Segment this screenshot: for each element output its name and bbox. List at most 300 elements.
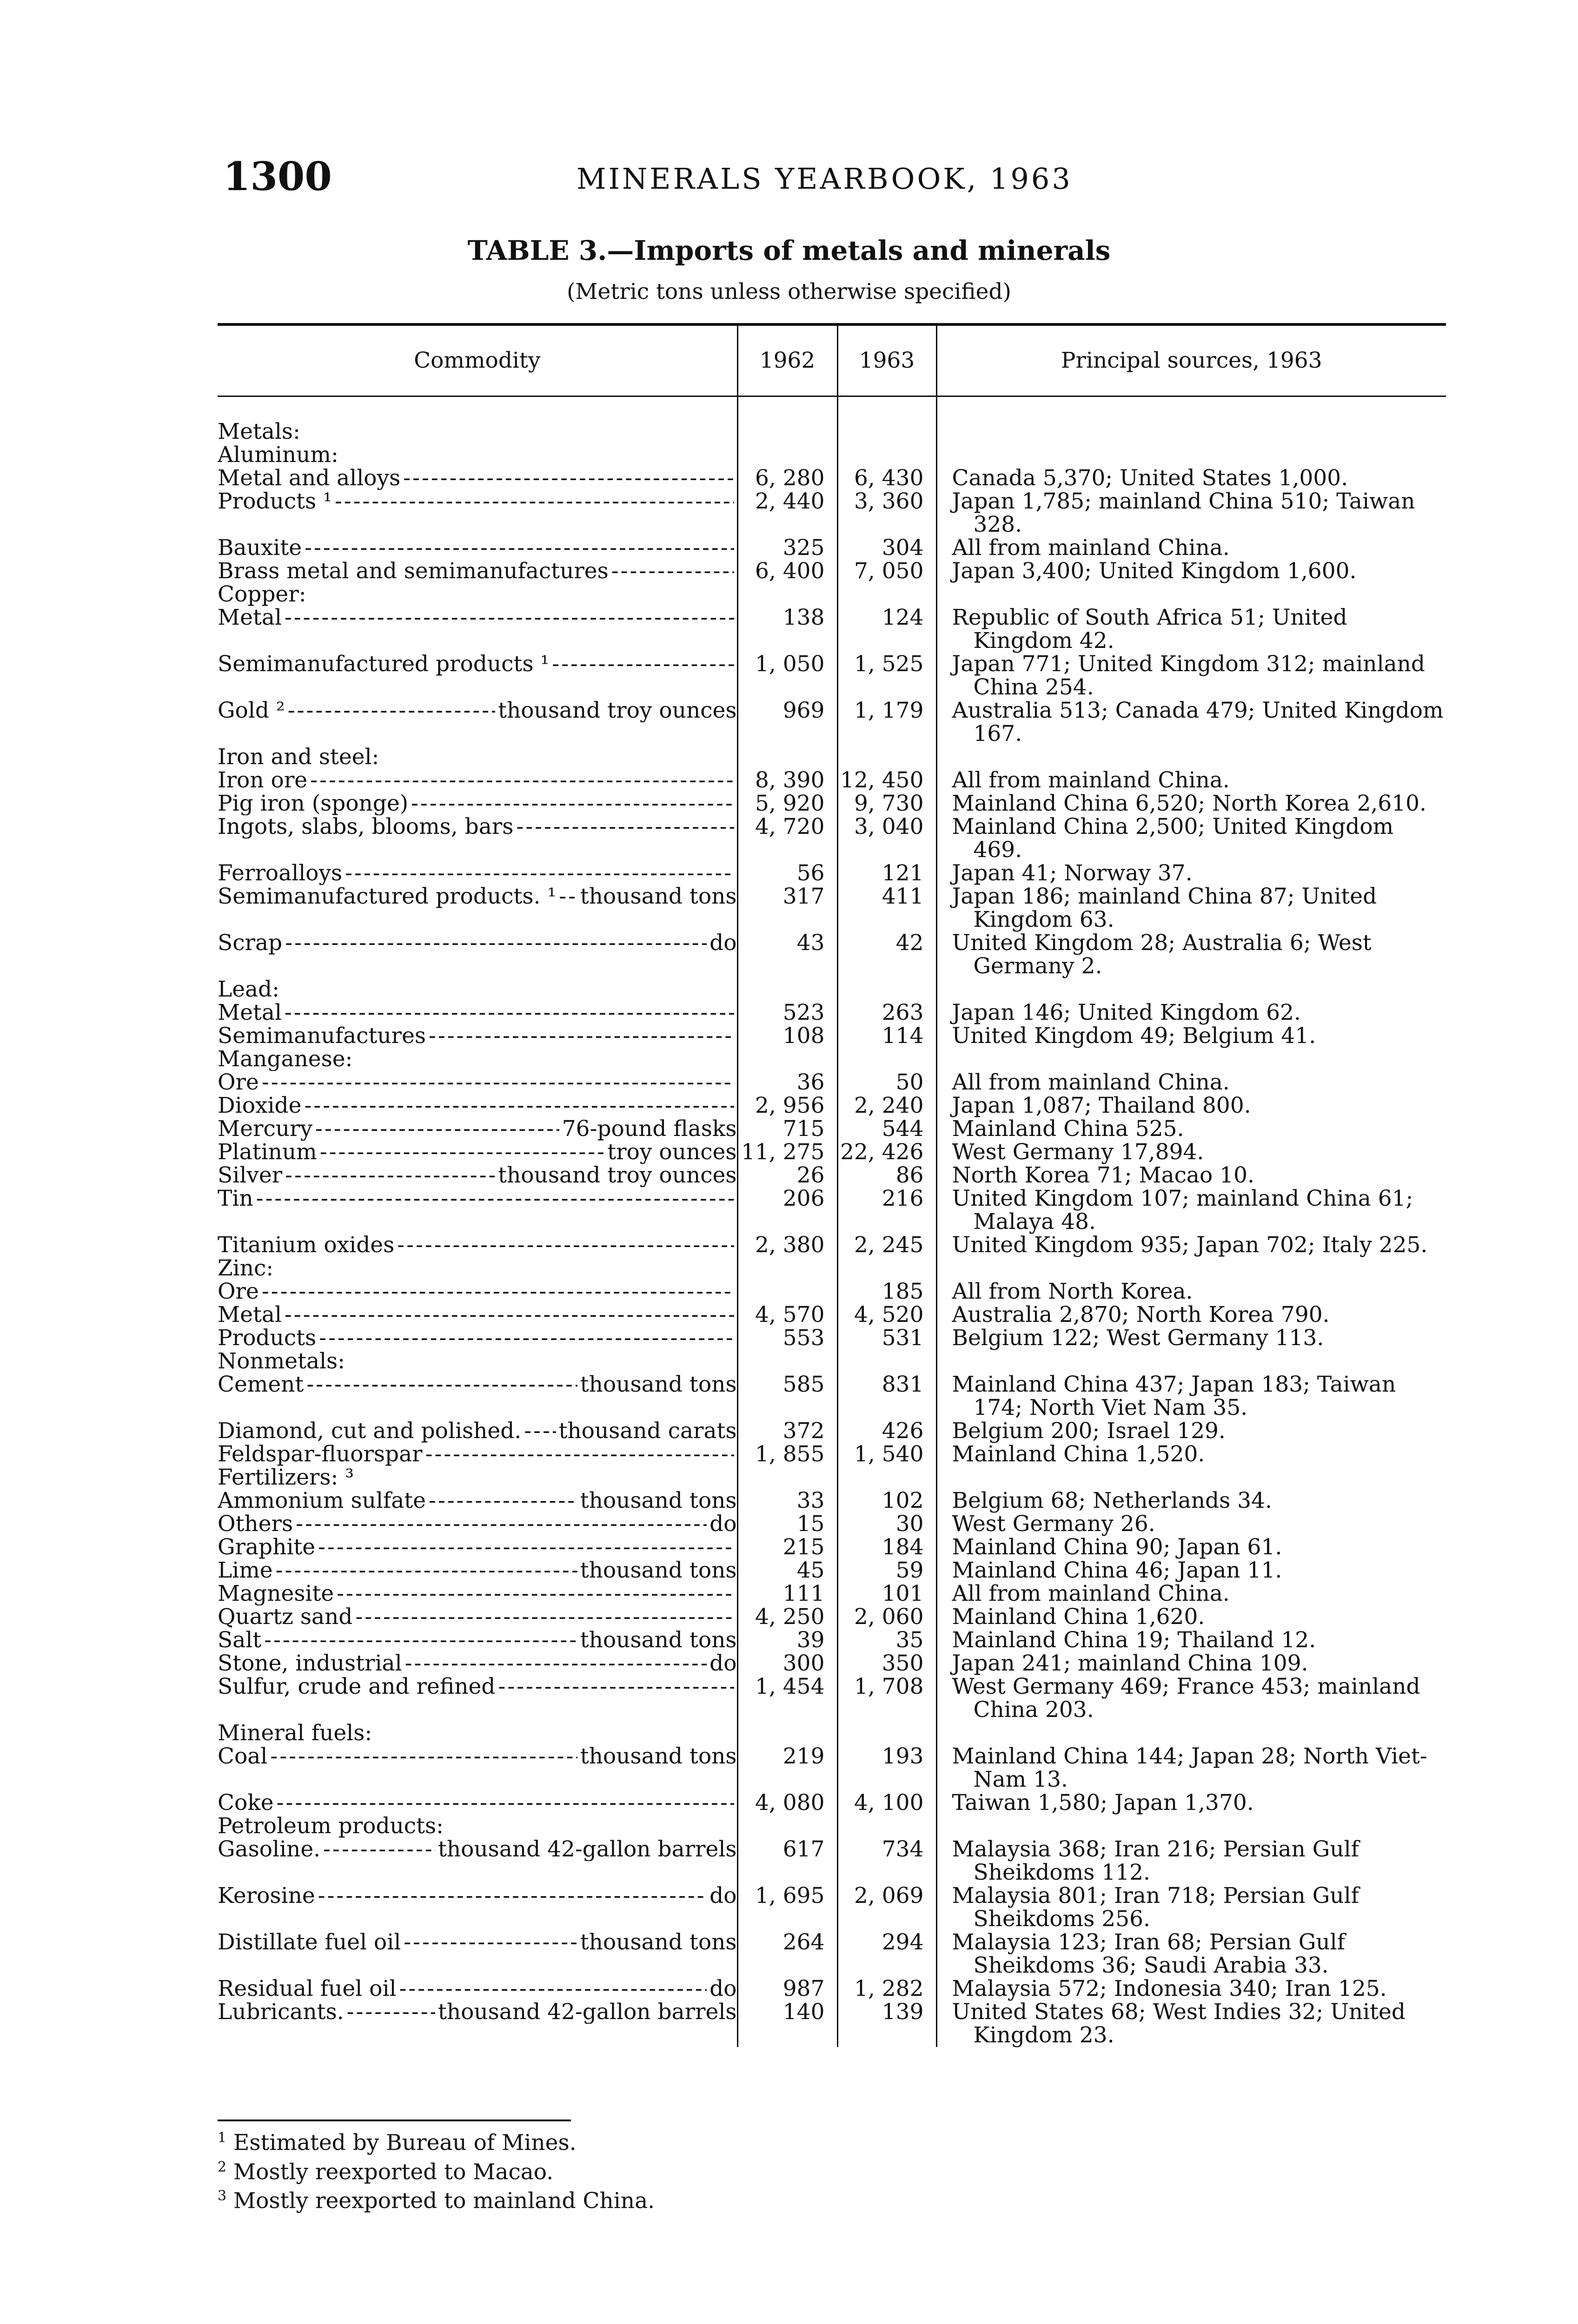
commodity-name: Brass metal and semimanufactures bbox=[218, 560, 609, 583]
commodity-name: Products bbox=[218, 1327, 317, 1350]
table-row bbox=[218, 1164, 1446, 1187]
dot-leader bbox=[305, 536, 734, 560]
footnote-text: Estimated by Bureau of Mines. bbox=[233, 2130, 577, 2156]
commodity-cell bbox=[218, 1722, 737, 1745]
commodity-cell bbox=[218, 931, 737, 978]
footnote bbox=[218, 2155, 655, 2185]
value-1962: 1, 454 bbox=[737, 1675, 837, 1722]
value-1962: 4, 250 bbox=[737, 1605, 837, 1629]
commodity-name: Pig iron (sponge) bbox=[218, 792, 409, 815]
commodity-name: Aluminum: bbox=[218, 443, 338, 467]
unit-label: thousand tons bbox=[580, 1559, 737, 1582]
value-1963: 12, 450 bbox=[837, 769, 936, 792]
table-row bbox=[218, 490, 1446, 536]
table-row bbox=[218, 1629, 1446, 1652]
table-row bbox=[218, 1443, 1446, 1466]
sources-text: Mainland China 525. bbox=[952, 1116, 1184, 1142]
value-1963: 2, 245 bbox=[837, 1234, 936, 1257]
dot-leader bbox=[611, 560, 734, 583]
commodity-label bbox=[218, 699, 737, 722]
value-1963: 193 bbox=[837, 1745, 936, 1791]
dot-leader bbox=[264, 1629, 577, 1652]
commodity-cell bbox=[218, 1582, 737, 1605]
dot-leader bbox=[270, 1745, 577, 1768]
value-1962: 4, 080 bbox=[737, 1791, 837, 1815]
commodity-cell bbox=[218, 2000, 737, 2047]
spacer-cell bbox=[218, 396, 737, 421]
footnote bbox=[218, 2184, 655, 2213]
sources-cell bbox=[936, 1117, 1446, 1141]
sources-cell bbox=[936, 1141, 1446, 1164]
commodity-name: Diamond, cut and polished. bbox=[218, 1419, 522, 1443]
value-1962 bbox=[737, 1257, 837, 1280]
value-1962: 1, 050 bbox=[737, 653, 837, 699]
dot-leader bbox=[262, 1280, 734, 1303]
table-row bbox=[218, 769, 1446, 792]
commodity-label bbox=[218, 815, 737, 838]
sources-text: Belgium 68; Netherlands 34. bbox=[952, 1488, 1272, 1513]
value-1962: 36 bbox=[737, 1071, 837, 1094]
dot-leader bbox=[337, 1582, 734, 1605]
commodity-cell bbox=[218, 1327, 737, 1350]
dot-leader bbox=[285, 1303, 734, 1327]
commodity-cell bbox=[218, 1559, 737, 1582]
sources-cell bbox=[936, 1466, 1446, 1489]
table-row bbox=[218, 746, 1446, 769]
commodity-cell bbox=[218, 1536, 737, 1559]
commodity-label bbox=[218, 1582, 737, 1605]
value-1963: 1, 282 bbox=[837, 1977, 936, 2000]
commodity-label bbox=[218, 1187, 737, 1210]
value-1962 bbox=[737, 1815, 837, 1838]
sources-cell bbox=[936, 1652, 1446, 1675]
table-row bbox=[218, 1117, 1446, 1141]
value-1962: 617 bbox=[737, 1838, 837, 1884]
unit-label: thousand tons bbox=[580, 885, 737, 908]
commodity-cell bbox=[218, 862, 737, 885]
commodity-label bbox=[218, 2000, 737, 2024]
sources-cell bbox=[936, 1187, 1446, 1234]
sources-text: West Germany 469; France 453; mainland China 203. bbox=[952, 1674, 1420, 1723]
spacer-cell bbox=[737, 396, 837, 421]
value-1963: 50 bbox=[837, 1071, 936, 1094]
commodity-cell bbox=[218, 653, 737, 699]
commodity-label bbox=[218, 1024, 737, 1048]
commodity-cell bbox=[218, 1884, 737, 1931]
commodity-label bbox=[218, 1722, 737, 1745]
sources-text: United Kingdom 28; Australia 6; West Germany 2. bbox=[952, 930, 1372, 979]
commodity-name: Metal bbox=[218, 1001, 282, 1024]
table-row bbox=[218, 1303, 1446, 1327]
sources-cell bbox=[936, 1931, 1446, 1977]
value-1962 bbox=[737, 583, 837, 606]
table-row bbox=[218, 978, 1446, 1001]
sources-text: Japan 241; mainland China 109. bbox=[952, 1651, 1308, 1676]
table-row bbox=[218, 1931, 1446, 1977]
commodity-label bbox=[218, 490, 737, 513]
commodity-label bbox=[218, 606, 737, 629]
table-row bbox=[218, 443, 1446, 467]
value-1962: 325 bbox=[737, 536, 837, 560]
table-row bbox=[218, 1419, 1446, 1443]
unit-label: thousand tons bbox=[580, 1745, 737, 1768]
value-1963: 35 bbox=[837, 1629, 936, 1652]
value-1962: 56 bbox=[737, 862, 837, 885]
dot-leader bbox=[403, 467, 734, 490]
commodity-name: Gold ² bbox=[218, 699, 285, 722]
value-1962: 1, 695 bbox=[737, 1884, 837, 1931]
value-1962: 111 bbox=[737, 1582, 837, 1605]
sources-cell bbox=[936, 769, 1446, 792]
sources-text: Mainland China 6,520; North Korea 2,610. bbox=[952, 791, 1426, 816]
sources-cell bbox=[936, 1512, 1446, 1536]
sources-cell bbox=[936, 1815, 1446, 1838]
commodity-name: Bauxite bbox=[218, 536, 302, 560]
col-header-1963: 1963 bbox=[837, 324, 936, 396]
commodity-name: Metal bbox=[218, 606, 282, 629]
commodity-cell bbox=[218, 1605, 737, 1629]
commodity-label bbox=[218, 1419, 737, 1443]
table-row bbox=[218, 467, 1446, 490]
value-1962: 43 bbox=[737, 931, 837, 978]
commodity-name: Metals: bbox=[218, 420, 300, 443]
value-1962: 585 bbox=[737, 1373, 837, 1419]
value-1963: 3, 040 bbox=[837, 815, 936, 862]
commodity-cell bbox=[218, 1350, 737, 1373]
value-1962: 300 bbox=[737, 1652, 837, 1675]
value-1963: 1, 708 bbox=[837, 1675, 936, 1722]
unit-label: do bbox=[709, 1512, 737, 1536]
commodity-cell bbox=[218, 583, 737, 606]
spacer-cell bbox=[837, 396, 936, 421]
sources-cell bbox=[936, 1443, 1446, 1466]
sources-cell bbox=[936, 467, 1446, 490]
commodity-name: Scrap bbox=[218, 931, 283, 955]
commodity-cell bbox=[218, 1629, 737, 1652]
commodity-cell bbox=[218, 1001, 737, 1024]
sources-text: Malaysia 368; Iran 216; Persian Gulf Sheikdoms 112. bbox=[952, 1836, 1359, 1885]
sources-cell bbox=[936, 1373, 1446, 1419]
value-1962: 206 bbox=[737, 1187, 837, 1234]
commodity-name: Cement bbox=[218, 1373, 304, 1396]
dot-leader bbox=[320, 1141, 605, 1164]
commodity-label bbox=[218, 1512, 737, 1536]
sources-text: Mainland China 1,620. bbox=[952, 1604, 1205, 1630]
table-row bbox=[218, 1071, 1446, 1094]
unit-label: thousand 42-gallon barrels bbox=[438, 1838, 737, 1861]
table-row bbox=[218, 420, 1446, 443]
commodity-cell bbox=[218, 1117, 737, 1141]
commodity-name: Iron ore bbox=[218, 769, 308, 792]
commodity-name: Graphite bbox=[218, 1536, 316, 1559]
table-row bbox=[218, 1512, 1446, 1536]
value-1962: 215 bbox=[737, 1536, 837, 1559]
sources-cell bbox=[936, 583, 1446, 606]
commodity-name: Ferroalloys bbox=[218, 862, 343, 885]
sources-cell bbox=[936, 1048, 1446, 1071]
table-header-row bbox=[218, 324, 1446, 396]
dot-leader bbox=[285, 931, 707, 955]
value-1962: 6, 280 bbox=[737, 467, 837, 490]
commodity-cell bbox=[218, 769, 737, 792]
table-row bbox=[218, 1559, 1446, 1582]
value-1963: 1, 179 bbox=[837, 699, 936, 746]
unit-label: troy ounces bbox=[607, 1141, 737, 1164]
value-1963 bbox=[837, 420, 936, 443]
commodity-label bbox=[218, 1234, 737, 1257]
sources-text: All from North Korea. bbox=[952, 1279, 1193, 1304]
table-row bbox=[218, 1815, 1446, 1838]
value-1962 bbox=[737, 1280, 837, 1303]
table-row bbox=[218, 792, 1446, 815]
commodity-cell bbox=[218, 746, 737, 769]
commodity-label bbox=[218, 1629, 737, 1652]
value-1963 bbox=[837, 1048, 936, 1071]
dot-leader bbox=[277, 1791, 734, 1815]
sources-cell bbox=[936, 536, 1446, 560]
table-row bbox=[218, 1884, 1446, 1931]
value-1963: 101 bbox=[837, 1582, 936, 1605]
value-1963 bbox=[837, 1815, 936, 1838]
value-1963: 350 bbox=[837, 1652, 936, 1675]
sources-cell bbox=[936, 1838, 1446, 1884]
commodity-label bbox=[218, 978, 737, 1001]
value-1963 bbox=[837, 978, 936, 1001]
sources-text: Mainland China 437; Japan 183; Taiwan 174; North Viet Nam 35. bbox=[952, 1372, 1396, 1420]
dot-leader bbox=[524, 1419, 556, 1443]
dot-leader bbox=[304, 1094, 734, 1117]
dot-leader bbox=[559, 885, 577, 908]
table-row bbox=[218, 653, 1446, 699]
commodity-label bbox=[218, 885, 737, 908]
commodity-label bbox=[218, 1373, 737, 1396]
table-row bbox=[218, 606, 1446, 653]
commodity-label bbox=[218, 1489, 737, 1512]
value-1963: 426 bbox=[837, 1419, 936, 1443]
running-head: MINERALS YEARBOOK, 1963 bbox=[577, 162, 1073, 196]
table-row bbox=[218, 1048, 1446, 1071]
commodity-label bbox=[218, 653, 737, 676]
value-1962: 219 bbox=[737, 1745, 837, 1791]
value-1963: 9, 730 bbox=[837, 792, 936, 815]
sources-text: Belgium 122; West Germany 113. bbox=[952, 1325, 1324, 1351]
table-row bbox=[218, 885, 1446, 931]
value-1963: 184 bbox=[837, 1536, 936, 1559]
sources-cell bbox=[936, 1791, 1446, 1815]
value-1962: 4, 570 bbox=[737, 1303, 837, 1327]
sources-text: Mainland China 46; Japan 11. bbox=[952, 1558, 1282, 1583]
commodity-cell bbox=[218, 1303, 737, 1327]
table-row bbox=[218, 815, 1446, 862]
commodity-cell bbox=[218, 1931, 737, 1977]
dot-leader bbox=[404, 1931, 577, 1954]
commodity-cell bbox=[218, 1977, 737, 2000]
sources-cell bbox=[936, 1629, 1446, 1652]
commodity-name: Coke bbox=[218, 1791, 274, 1815]
value-1963: 4, 100 bbox=[837, 1791, 936, 1815]
commodity-label bbox=[218, 1745, 737, 1768]
footnote bbox=[218, 2126, 655, 2155]
table-row bbox=[218, 1466, 1446, 1489]
commodity-cell bbox=[218, 1187, 737, 1234]
value-1963: 114 bbox=[837, 1024, 936, 1048]
dot-leader bbox=[425, 1443, 734, 1466]
value-1963: 4, 520 bbox=[837, 1303, 936, 1327]
value-1962 bbox=[737, 1350, 837, 1373]
commodity-cell bbox=[218, 1234, 737, 1257]
value-1963: 2, 060 bbox=[837, 1605, 936, 1629]
table-row bbox=[218, 1791, 1446, 1815]
value-1963 bbox=[837, 746, 936, 769]
dot-leader bbox=[355, 1605, 734, 1629]
sources-text: Japan 41; Norway 37. bbox=[952, 860, 1193, 886]
commodity-name: Dioxide bbox=[218, 1094, 302, 1117]
page-header bbox=[0, 153, 1578, 209]
value-1962: 317 bbox=[737, 885, 837, 931]
unit-label: do bbox=[709, 1977, 737, 2000]
sources-cell bbox=[936, 1350, 1446, 1373]
table-row bbox=[218, 1141, 1446, 1164]
sources-cell bbox=[936, 1071, 1446, 1094]
commodity-name: Copper: bbox=[218, 583, 306, 606]
value-1962: 523 bbox=[737, 1001, 837, 1024]
commodity-cell bbox=[218, 699, 737, 746]
commodity-name: Stone, industrial bbox=[218, 1652, 402, 1675]
dot-leader bbox=[399, 1977, 707, 2000]
table-row bbox=[218, 1234, 1446, 1257]
dot-leader bbox=[310, 769, 734, 792]
sources-text: Japan 1,785; mainland China 510; Taiwan 328. bbox=[952, 489, 1415, 537]
commodity-name: Kerosine bbox=[218, 1884, 315, 1908]
value-1963 bbox=[837, 1466, 936, 1489]
table-row bbox=[218, 583, 1446, 606]
commodity-label bbox=[218, 443, 737, 467]
commodity-label bbox=[218, 1327, 737, 1350]
value-1963: 7, 050 bbox=[837, 560, 936, 583]
value-1962: 969 bbox=[737, 699, 837, 746]
value-1962: 45 bbox=[737, 1559, 837, 1582]
commodity-name: Mercury bbox=[218, 1117, 313, 1141]
commodity-name: Semimanufactured products. ¹ bbox=[218, 885, 557, 908]
commodity-name: Manganese: bbox=[218, 1048, 353, 1071]
spacer-cell bbox=[936, 396, 1446, 421]
footnote-list bbox=[218, 2126, 655, 2213]
sources-text: West Germany 17,894. bbox=[952, 1139, 1204, 1165]
commodity-name: Nonmetals: bbox=[218, 1350, 345, 1373]
sources-cell bbox=[936, 1582, 1446, 1605]
commodity-name: Residual fuel oil bbox=[218, 1977, 397, 2000]
sources-cell bbox=[936, 1303, 1446, 1327]
sources-text: All from mainland China. bbox=[952, 767, 1230, 793]
value-1962: 15 bbox=[737, 1512, 837, 1536]
commodity-name: Quartz sand bbox=[218, 1605, 353, 1629]
dot-leader bbox=[411, 792, 734, 815]
value-1963: 102 bbox=[837, 1489, 936, 1512]
value-1963: 22, 426 bbox=[837, 1141, 936, 1164]
unit-label: do bbox=[709, 931, 737, 955]
commodity-name: Gasoline. bbox=[218, 1838, 321, 1861]
commodity-label bbox=[218, 1536, 737, 1559]
commodity-cell bbox=[218, 1419, 737, 1443]
footnote-text: Mostly reexported to Macao. bbox=[233, 2159, 554, 2185]
dot-leader bbox=[319, 1327, 734, 1350]
value-1963: 411 bbox=[837, 885, 936, 931]
commodity-name: Others bbox=[218, 1512, 293, 1536]
table-subtitle: (Metric tons unless otherwise specified) bbox=[567, 279, 1011, 304]
value-1962: 715 bbox=[737, 1117, 837, 1141]
commodity-cell bbox=[218, 1489, 737, 1512]
table-row bbox=[218, 1838, 1446, 1884]
commodity-name: Magnesite bbox=[218, 1582, 334, 1605]
commodity-name: Sulfur, crude and refined bbox=[218, 1675, 496, 1698]
unit-label: thousand carats bbox=[558, 1419, 737, 1443]
table-row bbox=[218, 862, 1446, 885]
sources-text: Taiwan 1,580; Japan 1,370. bbox=[952, 1790, 1254, 1816]
commodity-name: Ore bbox=[218, 1280, 259, 1303]
commodity-label bbox=[218, 1791, 737, 1815]
sources-text: Mainland China 144; Japan 28; North Viet-Nam 13. bbox=[952, 1743, 1427, 1792]
commodity-cell bbox=[218, 1512, 737, 1536]
dot-leader bbox=[498, 1675, 734, 1698]
commodity-label bbox=[218, 1652, 737, 1675]
sources-text: Japan 146; United Kingdom 62. bbox=[952, 1000, 1301, 1025]
footnote-mark: 1 bbox=[218, 2130, 227, 2146]
value-1962: 140 bbox=[737, 2000, 837, 2047]
unit-label: thousand tons bbox=[580, 1931, 737, 1954]
value-1962: 138 bbox=[737, 606, 837, 653]
value-1962: 108 bbox=[737, 1024, 837, 1048]
dot-leader bbox=[405, 1652, 707, 1675]
dot-leader bbox=[323, 1838, 435, 1861]
commodity-label bbox=[218, 1257, 737, 1280]
unit-label: thousand tons bbox=[580, 1373, 737, 1396]
commodity-cell bbox=[218, 490, 737, 536]
value-1963: 185 bbox=[837, 1280, 936, 1303]
sources-text: Malaysia 572; Indonesia 340; Iran 125. bbox=[952, 1976, 1387, 2001]
commodity-label bbox=[218, 1815, 737, 1838]
dot-leader bbox=[315, 1117, 559, 1141]
commodity-name: Metal and alloys bbox=[218, 467, 401, 490]
value-1962: 372 bbox=[737, 1419, 837, 1443]
sources-cell bbox=[936, 1234, 1446, 1257]
value-1963: 216 bbox=[837, 1187, 936, 1234]
dot-leader bbox=[347, 2000, 435, 2024]
commodity-name: Platinum bbox=[218, 1141, 317, 1164]
value-1963: 294 bbox=[837, 1931, 936, 1977]
commodity-cell bbox=[218, 1094, 737, 1117]
value-1963: 263 bbox=[837, 1001, 936, 1024]
commodity-cell bbox=[218, 606, 737, 653]
commodity-cell bbox=[218, 1815, 737, 1838]
value-1963: 1, 525 bbox=[837, 653, 936, 699]
value-1962 bbox=[737, 420, 837, 443]
commodity-cell bbox=[218, 1257, 737, 1280]
sources-text: Australia 2,870; North Korea 790. bbox=[952, 1302, 1330, 1327]
commodity-label bbox=[218, 583, 737, 606]
commodity-label bbox=[218, 1117, 737, 1141]
value-1963: 121 bbox=[837, 862, 936, 885]
sources-cell bbox=[936, 1001, 1446, 1024]
value-1962: 39 bbox=[737, 1629, 837, 1652]
spacer-row bbox=[218, 396, 1446, 421]
commodity-name: Metal bbox=[218, 1303, 282, 1327]
value-1963: 2, 069 bbox=[837, 1884, 936, 1931]
dot-leader bbox=[296, 1512, 707, 1536]
commodity-label bbox=[218, 1141, 737, 1164]
sources-cell bbox=[936, 653, 1446, 699]
commodity-name: Titanium oxides bbox=[218, 1234, 395, 1257]
table-row bbox=[218, 1582, 1446, 1605]
